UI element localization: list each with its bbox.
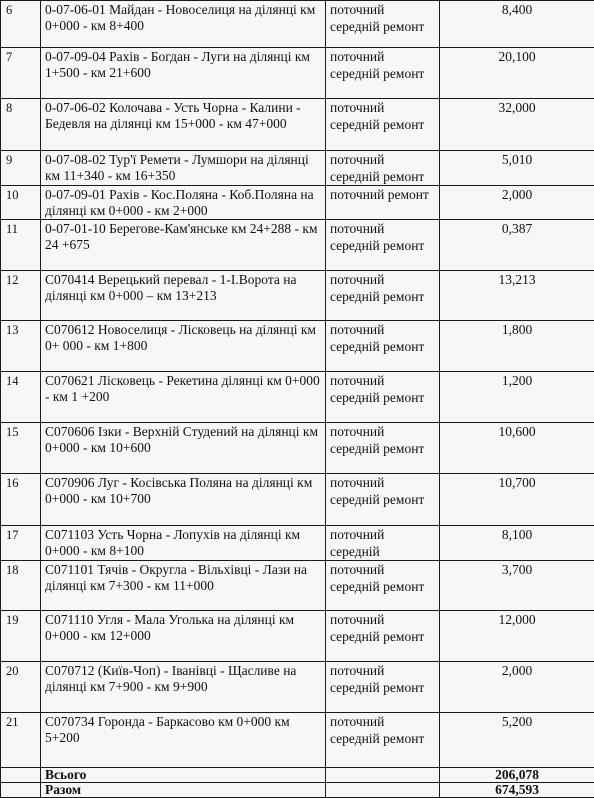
road-name: 0-07-06-02 Колочава - Усть Чорна - Калини - Бедевля на ділянці км 15+000 - км 47+000 — [41, 99, 326, 151]
length-value: 1,200 — [440, 372, 594, 423]
repair-type: поточний середній ремонт — [326, 99, 440, 151]
repair-type: поточний середній ремонт — [326, 321, 440, 372]
table-row — [1, 220, 594, 271]
repair-type: поточний середній ремонт — [326, 713, 440, 768]
table-row — [1, 271, 594, 321]
road-name: С070612 Новоселиця - Лісковець на ділянці км 0+ 000 - км 1+800 — [41, 321, 326, 372]
row-number: 9 — [1, 151, 41, 186]
table-row — [1, 1, 594, 48]
grand-total-row — [1, 783, 594, 798]
length-value: 10,700 — [440, 474, 594, 526]
length-value: 5,010 — [440, 151, 594, 186]
row-number: 10 — [1, 186, 41, 220]
row-number: 11 — [1, 220, 41, 271]
subtotal-type-cell — [326, 768, 440, 783]
length-value: 3,700 — [440, 561, 594, 611]
table-row — [1, 99, 594, 151]
row-number: 7 — [1, 48, 41, 99]
length-value: 13,213 — [440, 271, 594, 321]
grand-total-value: 674,593 — [440, 783, 594, 798]
table-row — [1, 372, 594, 423]
repair-type: поточний середній — [326, 526, 440, 561]
road-name: С070734 Горонда - Баркасово км 0+000 км 5+200 — [41, 713, 326, 768]
table-row — [1, 321, 594, 372]
row-number: 13 — [1, 321, 41, 372]
length-value: 32,000 — [440, 99, 594, 151]
grand-type-cell — [326, 783, 440, 798]
subtotal-num-cell — [1, 768, 41, 783]
table-row — [1, 662, 594, 713]
road-name: С071110 Угля - Мала Уголька на ділянці км 0+000 - км 12+000 — [41, 611, 326, 662]
repair-type: поточний середній ремонт — [326, 662, 440, 713]
table-row — [1, 611, 594, 662]
row-number: 21 — [1, 713, 41, 768]
road-name: С070606 Ізки - Верхній Студений на ділянці км 0+000 - км 10+600 — [41, 423, 326, 474]
subtotal-row — [1, 768, 594, 783]
repair-type: поточний середній ремонт — [326, 271, 440, 321]
length-value: 2,000 — [440, 186, 594, 220]
length-value: 2,000 — [440, 662, 594, 713]
length-value: 0,387 — [440, 220, 594, 271]
road-name: С070621 Лісковець - Рекетина ділянці км 0+000 - км 1 +200 — [41, 372, 326, 423]
table-body — [1, 1, 594, 798]
table-row — [1, 48, 594, 99]
row-number: 17 — [1, 526, 41, 561]
table-row — [1, 151, 594, 186]
subtotal-value: 206,078 — [440, 768, 594, 783]
row-number: 19 — [1, 611, 41, 662]
row-number: 15 — [1, 423, 41, 474]
row-number: 20 — [1, 662, 41, 713]
row-number: 12 — [1, 271, 41, 321]
length-value: 8,100 — [440, 526, 594, 561]
row-number: 8 — [1, 99, 41, 151]
repair-type: поточний середній ремонт — [326, 1, 440, 48]
row-number: 6 — [1, 1, 41, 48]
repair-type: поточний ремонт — [326, 186, 440, 220]
table-row — [1, 186, 594, 220]
road-name: 0-07-06-01 Майдан - Новоселиця на ділянці км 0+000 - км 8+400 — [41, 1, 326, 48]
road-name: С071101 Тячів - Округла - Вільхівці - Лази на ділянці км 7+300 - км 11+000 — [41, 561, 326, 611]
repair-type: поточний середній ремонт — [326, 561, 440, 611]
table-row — [1, 526, 594, 561]
length-value: 12,000 — [440, 611, 594, 662]
length-value: 20,100 — [440, 48, 594, 99]
repair-type: поточний середній ремонт — [326, 220, 440, 271]
road-name: 0-07-08-02 Тур'ї Ремети - Лумшори на ділянці км 11+340 - км 16+350 — [41, 151, 326, 186]
row-number: 16 — [1, 474, 41, 526]
road-name: С070906 Луг - Косівська Поляна на ділянці км 0+000 - км 10+700 — [41, 474, 326, 526]
repair-type: поточний середній ремонт — [326, 474, 440, 526]
length-value: 8,400 — [440, 1, 594, 48]
row-number: 18 — [1, 561, 41, 611]
repair-type: поточний середній ремонт — [326, 48, 440, 99]
road-name: 0-07-09-04 Рахів - Богдан - Луги на ділянці км 1+500 - км 21+600 — [41, 48, 326, 99]
road-name: 0-07-09-01 Рахів - Кос.Поляна - Коб.Поляна на ділянці км 0+000 - км 2+000 — [41, 186, 326, 220]
grand-total-label: Разом — [41, 783, 326, 798]
grand-num-cell — [1, 783, 41, 798]
road-name: С071103 Усть Чорна - Лопухів на ділянці км 0+000 - км 8+100 — [41, 526, 326, 561]
repair-type: поточний середній ремонт — [326, 611, 440, 662]
length-value: 1,800 — [440, 321, 594, 372]
repair-type: поточний середній ремонт — [326, 372, 440, 423]
subtotal-label: Всього — [41, 768, 326, 783]
table-row — [1, 474, 594, 526]
table-row — [1, 423, 594, 474]
repair-type: поточний середній ремонт — [326, 151, 440, 186]
repair-type: поточний середній ремонт — [326, 423, 440, 474]
length-value: 5,200 — [440, 713, 594, 768]
table-row — [1, 713, 594, 768]
road-name: 0-07-01-10 Берегове-Кам'янське км 24+288 - км 24 +675 — [41, 220, 326, 271]
row-number: 14 — [1, 372, 41, 423]
road-name: С070712 (Київ-Чоп) - Іванівці - Щасливе на ділянці км 7+900 - км 9+900 — [41, 662, 326, 713]
road-name: С070414 Верецький перевал - 1-І.Ворота на ділянці км 0+000 – км 13+213 — [41, 271, 326, 321]
length-value: 10,600 — [440, 423, 594, 474]
table-row — [1, 561, 594, 611]
